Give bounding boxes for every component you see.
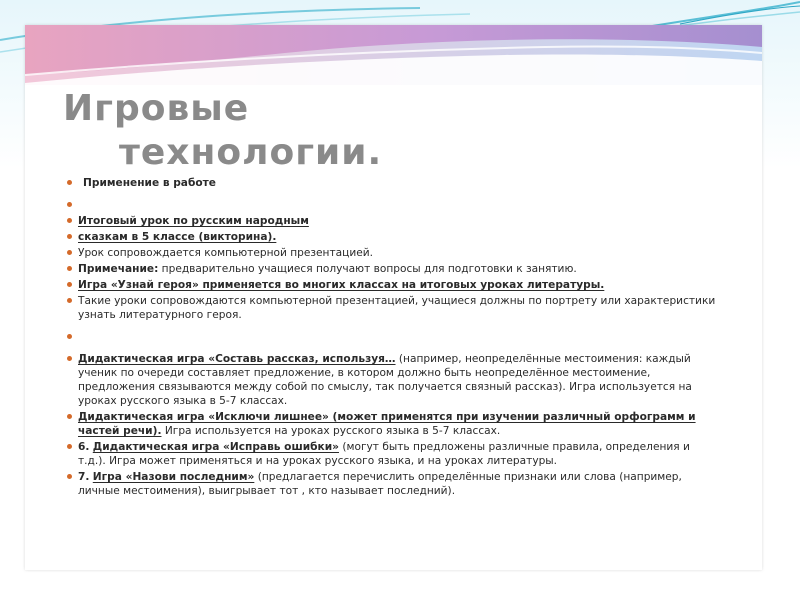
game2-title: Дидактическая игра «Составь рассказ, используя… — [78, 353, 396, 365]
slide-card — [25, 25, 762, 570]
slide-title — [63, 87, 382, 175]
bullet-icon — [67, 266, 72, 271]
bullet-icon — [67, 234, 72, 239]
list-item — [67, 278, 717, 292]
lesson-title-line-2: сказкам в 5 классе (викторина). — [78, 231, 277, 243]
game1-text: Такие уроки сопровождаются компьютерной презентацией, учащиеся должны по портрету или характеристики узнать литературного героя. — [78, 295, 716, 321]
lesson-note: Урок сопровождается компьютерной презентацией. — [78, 247, 374, 259]
bullet-icon — [67, 334, 72, 339]
list-item — [67, 410, 717, 438]
bullet-icon — [67, 250, 72, 255]
bullet-icon — [67, 218, 72, 223]
game3-text: Игра используется на уроках русского языка в 5-7 классах. — [161, 425, 501, 437]
bullet-icon — [67, 356, 72, 361]
game3-title: Дидактическая игра «Исключи лишнее» (может применятся при изучении различный орфограмм и частей речи). — [78, 411, 696, 437]
remark-label: Примечание: — [78, 263, 159, 275]
list-item-empty — [67, 198, 717, 212]
game4-title: Дидактическая игра «Исправь ошибки» — [92, 441, 339, 453]
bullet-icon — [67, 444, 72, 449]
decorative-wave-band — [25, 25, 762, 85]
remark-text: предварительно учащиеся получают вопросы для подготовки к занятию. — [158, 263, 577, 275]
slide-body — [67, 176, 717, 500]
list-item — [67, 294, 717, 322]
bullet-icon — [67, 414, 72, 419]
list-item — [67, 352, 717, 408]
bullet-icon — [67, 282, 72, 287]
list-item — [67, 214, 717, 228]
game5-number: 7. — [78, 471, 90, 483]
bullet-icon — [67, 474, 72, 479]
title-line-2: технологии. — [119, 132, 383, 173]
list-item — [67, 470, 717, 498]
list-item — [67, 246, 717, 260]
game4-number: 6. — [78, 441, 90, 453]
bullet-icon — [67, 298, 72, 303]
game1-title: Игра «Узнай героя» применяется во многих классах на итоговых уроках литературы. — [78, 279, 605, 291]
list-item — [67, 262, 717, 276]
list-item — [67, 176, 717, 190]
list-item — [67, 230, 717, 244]
game4-text: (могут быть предложены различные правила, определения и т.д.). Игра может применяться и на уроках русского языка, и на уроках литературы. — [78, 441, 690, 467]
game5-text: (предлагается перечислить определённые признаки или слова (например, личные местоимения), выигрывает тот , кто называет последний). — [78, 471, 682, 497]
game2-text: (например, неопределённые местоимения: каждый ученик по очереди составляет предложение, в котором должно быть неопределённое местоимение, предложения связываются между собой по смыслу, так получается связный рассказ). Игра используется на уроках русского языка в 5-7 классах. — [78, 353, 692, 407]
list-item — [67, 440, 717, 468]
bullet-icon — [67, 202, 72, 207]
list-item-empty — [67, 330, 717, 344]
title-line-1: Игровые — [63, 88, 250, 129]
bullet-icon — [67, 180, 72, 185]
lesson-title-line-1: Итоговый урок по русским народным — [78, 215, 309, 227]
game5-title: Игра «Назови последним» — [92, 471, 255, 483]
application-heading: Применение в работе — [83, 177, 216, 189]
